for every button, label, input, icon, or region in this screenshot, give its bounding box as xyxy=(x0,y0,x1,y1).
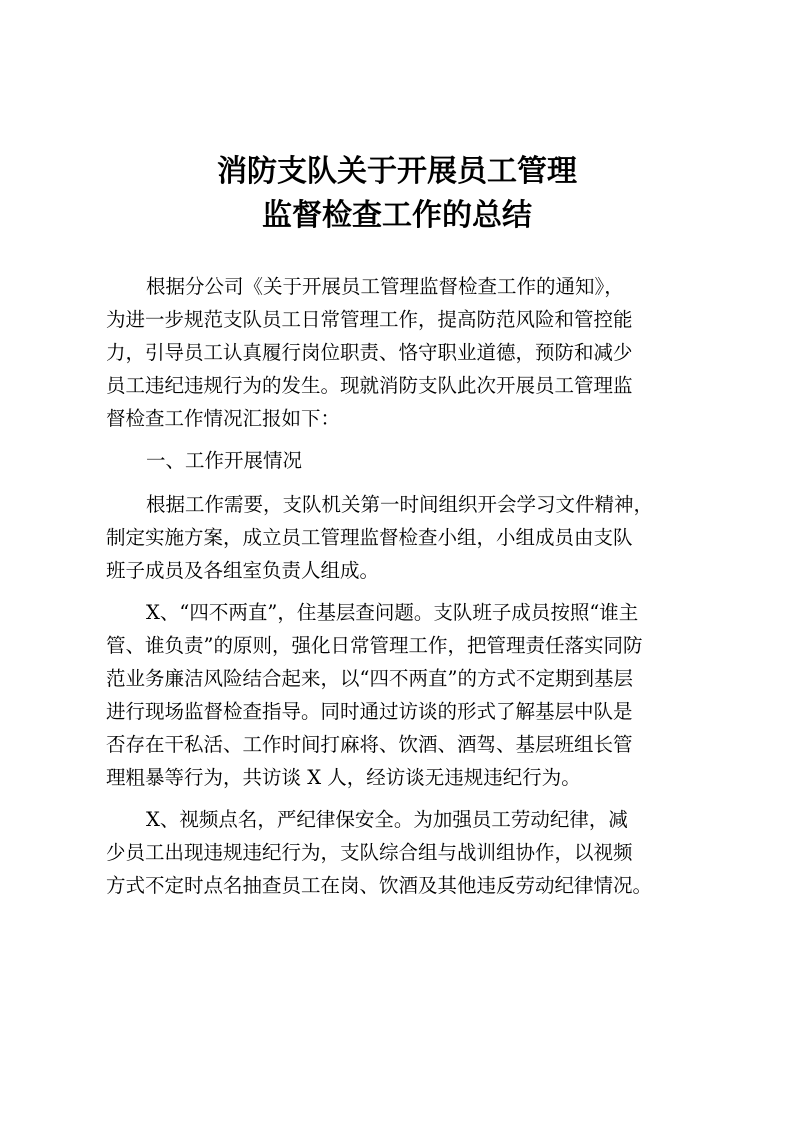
document-title-line-1: 消防支队关于开展员工管理 xyxy=(217,154,577,189)
paragraph-line: X、“四不两直”，住基层查问题。支队班子成员按照“谁主 xyxy=(146,601,639,624)
paragraph-line: 方式不定时点名抽查员工在岗、饮酒及其他违反劳动纪律情况。 xyxy=(106,874,653,897)
paragraph-line: 少员工出现违规违纪行为，支队综合组与战训组协作，以视频 xyxy=(106,841,633,864)
paragraph-line: 理粗暴等行为，共访谈 X 人，经访谈无违规违纪行为。 xyxy=(106,766,581,789)
paragraph-line: 进行现场监督检查指导。同时通过访谈的形式了解基层中队是 xyxy=(106,700,633,723)
paragraph-line: 制定实施方案，成立员工管理监督检查小组，小组成员由支队 xyxy=(106,526,633,549)
document-title-line-2: 监督检查工作的总结 xyxy=(262,198,532,233)
paragraph-intro-line: 督检查工作情况汇报如下： xyxy=(106,407,341,430)
paragraph-intro-line: 员工违纪违规行为的发生。现就消防支队此次开展员工管理监 xyxy=(106,374,633,397)
paragraph-line: 管、谁负责”的原则，强化日常管理工作，把管理责任落实同防 xyxy=(106,634,643,657)
paragraph-intro-line: 为进一步规范支队员工日常管理工作，提高防范风险和管控能 xyxy=(106,308,633,331)
section-heading: 一、工作开展情况 xyxy=(146,449,303,472)
paragraph-intro-line: 根据分公司《关于开展员工管理监督检查工作的通知》， xyxy=(146,275,624,298)
paragraph-line: 范业务廉洁风险结合起来，以“四不两直”的方式不定期到基层 xyxy=(106,667,633,690)
paragraph-intro-line: 力，引导员工认真履行岗位职责、恪守职业道德，预防和减少 xyxy=(106,341,633,364)
paragraph-line: 根据工作需要，支队机关第一时间组织开会学习文件精神， xyxy=(146,493,654,516)
paragraph-line: X、视频点名，严纪律保安全。为加强员工劳动纪律，减 xyxy=(146,808,628,831)
paragraph-line: 班子成员及各组室负责人组成。 xyxy=(106,559,380,582)
paragraph-line: 否存在干私活、工作时间打麻将、饮酒、酒驾、基层班组长管 xyxy=(106,733,633,756)
